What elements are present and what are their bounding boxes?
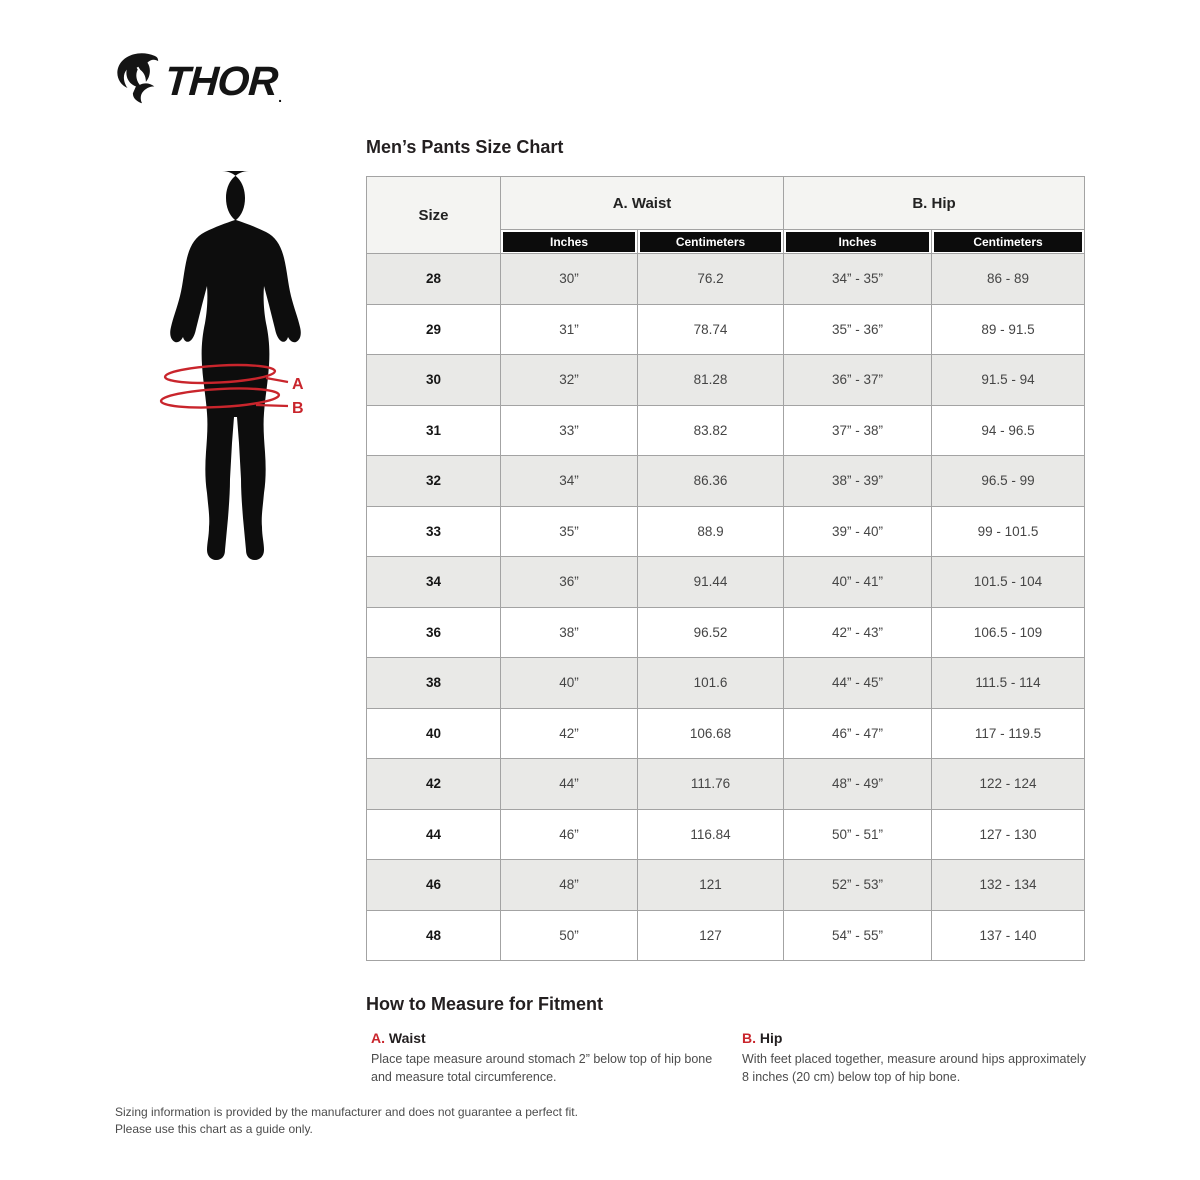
cell-hip_in: 38” - 39”: [784, 456, 932, 507]
cell-size: 36: [367, 607, 501, 658]
thor-ram-head-icon: [116, 50, 162, 106]
cell-size: 44: [367, 809, 501, 860]
cell-hip_cm: 94 - 96.5: [932, 405, 1085, 456]
measure-hip-label: [742, 1030, 1087, 1046]
column-header-size: Size: [367, 177, 501, 254]
cell-waist_in: 33”: [501, 405, 638, 456]
cell-waist_cm: 78.74: [638, 304, 784, 355]
table-row: [367, 708, 1085, 759]
subheader-hip-centimeters-label: Centimeters: [934, 232, 1082, 252]
cell-size: 31: [367, 405, 501, 456]
cell-size: 48: [367, 910, 501, 961]
cell-size: 30: [367, 355, 501, 406]
thor-trademark-dot: .: [278, 89, 283, 105]
table-row: [367, 860, 1085, 911]
cell-hip_in: 42” - 43”: [784, 607, 932, 658]
subheader-waist-inches-label: Inches: [503, 232, 635, 252]
measure-hip-title: Hip: [759, 1030, 783, 1046]
cell-waist_cm: 101.6: [638, 658, 784, 709]
cell-waist_in: 30”: [501, 254, 638, 305]
measure-waist-label: [371, 1030, 723, 1046]
cell-waist_cm: 83.82: [638, 405, 784, 456]
cell-waist_in: 44”: [501, 759, 638, 810]
how-to-measure-heading: How to Measure for Fitment: [366, 994, 604, 1014]
cell-waist_cm: 106.68: [638, 708, 784, 759]
table-row: [367, 405, 1085, 456]
cell-waist_in: 31”: [501, 304, 638, 355]
cell-waist_cm: 127: [638, 910, 784, 961]
cell-waist_cm: 116.84: [638, 809, 784, 860]
cell-hip_in: 50” - 51”: [784, 809, 932, 860]
cell-hip_cm: 122 - 124: [932, 759, 1085, 810]
cell-size: 42: [367, 759, 501, 810]
cell-waist_in: 42”: [501, 708, 638, 759]
subheader-waist-centimeters-label: Centimeters: [640, 232, 781, 252]
cell-hip_cm: 96.5 - 99: [932, 456, 1085, 507]
measure-hip-prefix: B.: [742, 1030, 756, 1046]
figure-label-a: A: [292, 376, 304, 393]
size-chart-table-body: [367, 254, 1085, 961]
measure-waist-description: Place tape measure around stomach 2” below top of hip bone and measure total circumference.: [371, 1052, 713, 1084]
cell-hip_in: 54” - 55”: [784, 910, 932, 961]
measure-waist-title: Waist: [388, 1030, 426, 1046]
cell-waist_cm: 121: [638, 860, 784, 911]
cell-hip_cm: 111.5 - 114: [932, 658, 1085, 709]
figure-label-b: B: [292, 400, 304, 417]
table-row: [367, 759, 1085, 810]
table-row: [367, 809, 1085, 860]
cell-hip_in: 40” - 41”: [784, 557, 932, 608]
cell-waist_in: 38”: [501, 607, 638, 658]
cell-size: 32: [367, 456, 501, 507]
table-row: [367, 456, 1085, 507]
cell-waist_in: 46”: [501, 809, 638, 860]
cell-hip_in: 37” - 38”: [784, 405, 932, 456]
table-row: [367, 304, 1085, 355]
cell-hip_cm: 91.5 - 94: [932, 355, 1085, 406]
measure-hip-description: With feet placed together, measure around hips approximately 8 inches (20 cm) below top of hip bone.: [742, 1052, 1086, 1084]
cell-waist_in: 40”: [501, 658, 638, 709]
table-row: [367, 254, 1085, 305]
cell-waist_cm: 81.28: [638, 355, 784, 406]
cell-waist_cm: 88.9: [638, 506, 784, 557]
cell-size: 46: [367, 860, 501, 911]
cell-hip_cm: 132 - 134: [932, 860, 1085, 911]
measure-hip-section: [742, 1030, 1087, 1087]
disclaimer-line-2: Please use this chart as a guide only.: [115, 1121, 313, 1136]
cell-waist_cm: 86.36: [638, 456, 784, 507]
cell-size: 28: [367, 254, 501, 305]
cell-hip_in: 35” - 36”: [784, 304, 932, 355]
cell-waist_in: 36”: [501, 557, 638, 608]
cell-waist_in: 50”: [501, 910, 638, 961]
male-silhouette-figure: [138, 168, 358, 660]
column-header-hip: B. Hip: [784, 177, 1085, 230]
cell-hip_in: 39” - 40”: [784, 506, 932, 557]
cell-hip_cm: 137 - 140: [932, 910, 1085, 961]
cell-hip_cm: 86 - 89: [932, 254, 1085, 305]
cell-hip_cm: 127 - 130: [932, 809, 1085, 860]
cell-hip_in: 52” - 53”: [784, 860, 932, 911]
cell-waist_cm: 111.76: [638, 759, 784, 810]
cell-hip_in: 36” - 37”: [784, 355, 932, 406]
cell-hip_cm: 117 - 119.5: [932, 708, 1085, 759]
table-row: [367, 355, 1085, 406]
cell-waist_in: 48”: [501, 860, 638, 911]
table-row: [367, 658, 1085, 709]
table-row: [367, 607, 1085, 658]
disclaimer-line-1: Sizing information is provided by the manufacturer and does not guarantee a perfect fit.: [115, 1105, 578, 1119]
table-row: [367, 557, 1085, 608]
table-row: [367, 506, 1085, 557]
cell-waist_cm: 76.2: [638, 254, 784, 305]
table-row: [367, 910, 1085, 961]
size-chart-table-wrap: [366, 176, 1084, 961]
subheader-waist-centimeters: [638, 230, 784, 254]
cell-hip_in: 48” - 49”: [784, 759, 932, 810]
column-header-waist: A. Waist: [501, 177, 784, 230]
subheader-hip-inches: [784, 230, 932, 254]
cell-hip_cm: 89 - 91.5: [932, 304, 1085, 355]
page-title: Men’s Pants Size Chart: [366, 137, 564, 157]
subheader-hip-centimeters: [932, 230, 1085, 254]
size-chart-table: [366, 176, 1085, 961]
sizing-disclaimer: [115, 1104, 578, 1137]
cell-size: 33: [367, 506, 501, 557]
cell-hip_in: 44” - 45”: [784, 658, 932, 709]
measure-waist-prefix: A.: [371, 1030, 385, 1046]
cell-hip_in: 34” - 35”: [784, 254, 932, 305]
subheader-waist-inches: [501, 230, 638, 254]
cell-waist_cm: 91.44: [638, 557, 784, 608]
thor-wordmark: THOR: [163, 58, 279, 104]
cell-waist_in: 32”: [501, 355, 638, 406]
cell-waist_in: 34”: [501, 456, 638, 507]
cell-hip_cm: 106.5 - 109: [932, 607, 1085, 658]
cell-waist_cm: 96.52: [638, 607, 784, 658]
cell-hip_cm: 101.5 - 104: [932, 557, 1085, 608]
cell-hip_in: 46” - 47”: [784, 708, 932, 759]
cell-size: 40: [367, 708, 501, 759]
cell-size: 34: [367, 557, 501, 608]
measure-waist-section: [371, 1030, 723, 1087]
subheader-hip-inches-label: Inches: [786, 232, 929, 252]
thor-logo: [116, 50, 282, 106]
cell-hip_cm: 99 - 101.5: [932, 506, 1085, 557]
cell-size: 29: [367, 304, 501, 355]
cell-waist_in: 35”: [501, 506, 638, 557]
cell-size: 38: [367, 658, 501, 709]
